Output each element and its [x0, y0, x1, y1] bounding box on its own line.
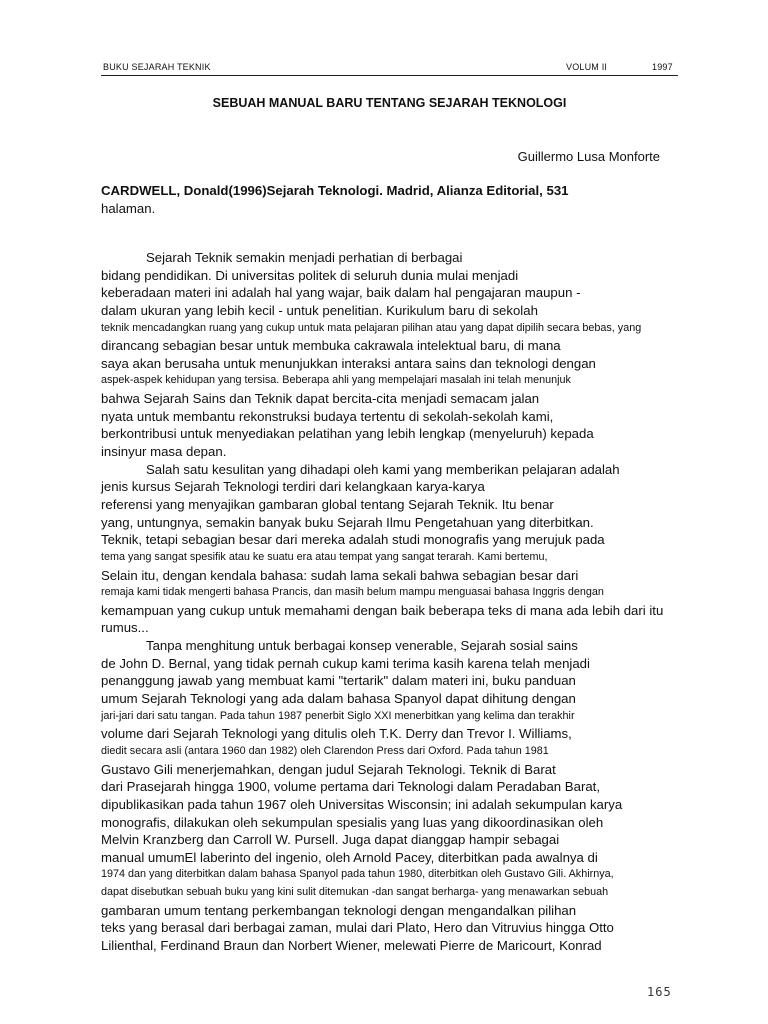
body-line: dari Prasejarah hingga 1900, volume pertama dari Teknologi dalam Peradaban Barat, [101, 779, 600, 795]
header-rule [101, 75, 678, 76]
citation-bold: CARDWELL, Donald(1996)Sejarah Teknologi. Madrid, Alianza Editorial, 531 [101, 183, 569, 198]
body-line: bidang pendidikan. Di universitas politek di seluruh dunia mulai menjadi [101, 267, 519, 283]
body-line: Melvin Kranzberg dan Carroll W. Pursell. Juga dapat dianggap hampir sebagai [101, 832, 560, 848]
body-line: teknik mencadangkan ruang yang cukup untuk mata pelajaran pilihan atau yang dapat dipilih secara bebas, yang [101, 321, 642, 334]
body-line: keberadaan materi ini adalah hal yang wajar, baik dalam hal pengajaran maupun - [101, 285, 581, 301]
body-line: Tanpa menghitung untuk berbagai konsep venerable, Sejarah sosial sains [146, 638, 578, 654]
body-line: 1974 dan yang diterbitkan dalam bahasa Spanyol pada tahun 1980, diterbitkan oleh Gustavo Gili. Akhirnya, [101, 868, 614, 881]
body-line: referensi yang menyajikan gambaran global tentang Sejarah Teknik. Itu benar [101, 496, 554, 512]
body-line: kemampuan yang cukup untuk memahami dengan baik beberapa teks di mana ada lebih dari itu [101, 602, 664, 618]
citation-rest: halaman. [101, 201, 156, 216]
body-line: remaja kami tidak mengerti bahasa Prancis, dan masih belum mampu menguasai bahasa Inggris dengan [101, 586, 604, 599]
header-year: 1997 [652, 62, 673, 72]
body-line: bahwa Sejarah Sains dan Teknik dapat bercita-cita menjadi semacam jalan [101, 391, 540, 407]
body-line: de John D. Bernal, yang tidak pernah cukup kami terima kasih karena telah menjadi [101, 655, 590, 671]
body-line: penanggung jawab yang membuat kami "tertarik" dalam materi ini, buku panduan [101, 673, 576, 689]
body-line: rumus... [101, 620, 149, 636]
body-line: Sejarah Teknik semakin menjadi perhatian di berbagai [146, 250, 463, 265]
body-line: aspek-aspek kehidupan yang tersisa. Beberapa ahli yang mempelajari masalah ini telah menunjuk [101, 374, 571, 387]
page-number: 165 [647, 985, 672, 999]
header-volume: VOLUM II [566, 62, 608, 72]
header-book-title: BUKU SEJARAH TEKNIK [103, 62, 211, 72]
body-line: dirancang sebagian besar untuk membuka cakrawala intelektual baru, di mana [101, 338, 561, 354]
body-line: diedit secara asli (antara 1960 dan 1982) oleh Clarendon Press dari Oxford. Pada tahun 1981 [101, 744, 549, 757]
body-line: volume dari Sejarah Teknologi yang ditulis oleh T.K. Derry dan Trevor I. Williams, [101, 726, 572, 742]
body-line: teks yang berasal dari berbagai zaman, mulai dari Plato, Hero dan Vitruvius hingga Otto [101, 920, 614, 936]
body-line: monografis, dilakukan oleh sekumpulan spesialis yang luas yang dikoordinasikan oleh [101, 814, 604, 830]
article-title: SEBUAH MANUAL BARU TENTANG SEJARAH TEKNOLOGI [212, 96, 567, 110]
body-line: jenis kursus Sejarah Teknologi terdiri dari kelangkaan karya-karya [101, 479, 485, 495]
book-citation [101, 182, 661, 218]
body-line: jari-jari dari satu tangan. Pada tahun 1987 penerbit Siglo XXI menerbitkan yang kelima dan terakhir [101, 709, 575, 722]
body-line: nyata untuk membantu rekonstruksi budaya tertentu di sekolah-sekolah kami, [101, 408, 554, 424]
body-line: Salah satu kesulitan yang dihadapi oleh kami yang memberikan pelajaran adalah [146, 461, 620, 477]
author-name: Guillermo Lusa Monforte [517, 149, 660, 164]
body-line: tema yang sangat spesifik atau ke suatu era atau tempat yang sangat terarah. Kami bertemu, [101, 550, 548, 563]
body-line: dapat disebutkan sebuah buku yang kini sulit ditemukan -dan sangat berharga- yang menawarkan sebuah [101, 886, 609, 899]
body-line: yang, untungnya, semakin banyak buku Sejarah Ilmu Pengetahuan yang diterbitkan. [101, 514, 594, 530]
body-line: insinyur masa depan. [101, 444, 227, 460]
body-line: manual umumEl laberinto del ingenio, oleh Arnold Pacey, diterbitkan pada awalnya di [101, 849, 598, 865]
body-line: Lilienthal, Ferdinand Braun dan Norbert Wiener, melewati Pierre de Maricourt, Konrad [101, 937, 602, 953]
body-line: Selain itu, dengan kendala bahasa: sudah lama sekali bahwa sebagian besar dari [101, 567, 579, 583]
body-line: saya akan berusaha untuk menunjukkan interaksi antara sains dan teknologi dengan [101, 355, 596, 371]
body-line: umum Sejarah Teknologi yang ada dalam bahasa Spanyol dapat dihitung dengan [101, 691, 576, 707]
body-line: Teknik, tetapi sebagian besar dari mereka adalah studi monografis yang merujuk pada [101, 532, 605, 548]
body-line: gambaran umum tentang perkembangan teknologi dengan mengandalkan pilihan [101, 902, 577, 918]
body-line: Gustavo Gili menerjemahkan, dengan judul Sejarah Teknologi. Teknik di Barat [101, 761, 556, 777]
body-line: dipublikasikan pada tahun 1967 oleh Universitas Wisconsin; ini adalah sekumpulan karya [101, 796, 623, 812]
body-line: dalam ukuran yang lebih kecil - untuk penelitian. Kurikulum baru di sekolah [101, 302, 538, 318]
body-text [101, 249, 681, 955]
body-line: berkontribusi untuk menyediakan pelatihan yang lebih lengkap (menyeluruh) kepada [101, 426, 594, 442]
